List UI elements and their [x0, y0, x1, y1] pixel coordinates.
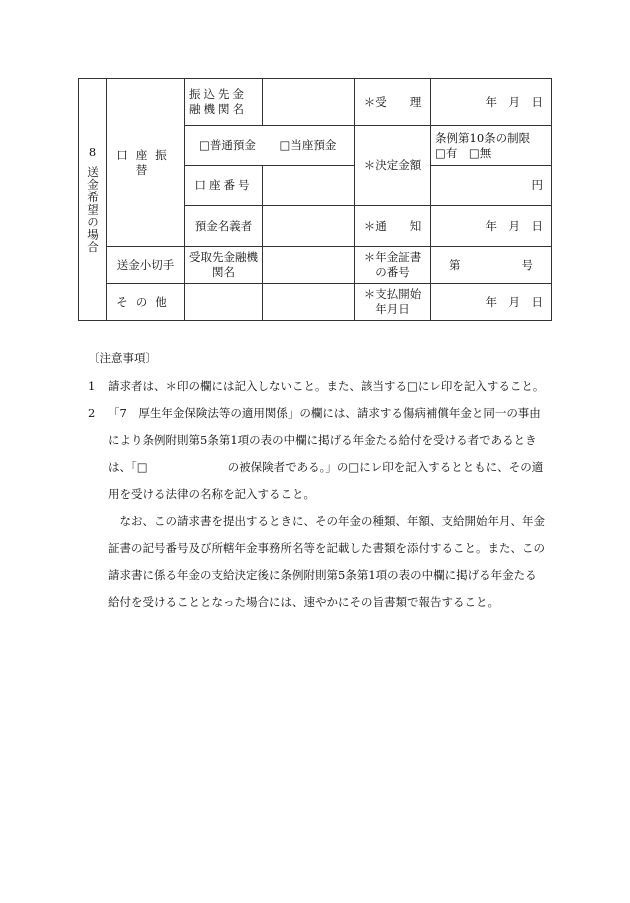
payment-start-label-line2: 年月日: [375, 302, 410, 316]
restriction-label: 条例第10条の制限: [435, 130, 531, 145]
note-paragraph: なお、この請求書を提出するときに、その年金の種類、年額、支給開始年月、年金証書の記号番号及び所轄年金事務所名等を記載した書類を添付すること。また、この請求書に係る年金の支給決定後に条例附則第5条第1項の表の中欄に掲げる年金たる給付を受けることとなった場合には、速やかにその旨書類で報告すること。: [108, 514, 545, 609]
section-number: 8: [88, 145, 97, 160]
remittance-table: [78, 78, 552, 321]
note-item-1: [88, 373, 548, 400]
section-8-cell: [79, 79, 107, 321]
section-label: 送金希望の場合: [86, 166, 100, 254]
account-transfer-label: 口座振替: [107, 79, 185, 247]
notes-heading: 〔注意事項〕: [88, 351, 157, 365]
money-order-label: 送金小切手: [107, 247, 185, 284]
account-number-label: 口座番号: [185, 166, 263, 206]
bank-name-label: 振込先金融機関名: [185, 79, 263, 126]
note-item-1-text: 請求者は、＊印の欄には記入しないこと。また、該当する□にレ印を記入すること。: [108, 379, 545, 393]
current-deposit-option[interactable]: □当座預金: [279, 138, 337, 152]
other-field-2[interactable]: [263, 284, 355, 321]
payment-start-label: [355, 284, 431, 321]
note-item-2-text-a: 「7 厚生年金保険法等の適用関係」の欄には、請求する傷病補償年金と同一の事由により条例附則第5条第1項の表の中欄に掲げる年金たる給付を受ける者であるときは、「□: [108, 406, 541, 474]
decision-amount-label: ＊決定金額: [355, 126, 431, 206]
note-item-2: [88, 400, 548, 508]
restriction-options[interactable]: □有 □無: [435, 145, 492, 160]
account-holder-label: 預金名義者: [185, 206, 263, 247]
note-item-2-text-b: の被保険者である。」の□にレ印を記入するとともに、その適用を受ける法律の名称を記入すること。: [108, 460, 544, 501]
yen-unit: 円: [431, 166, 552, 206]
account-holder-field[interactable]: [263, 206, 355, 247]
notice-label: ＊通 知: [355, 206, 431, 247]
recv-bank-field[interactable]: [263, 247, 355, 284]
pension-number-prefix: 第: [449, 257, 461, 272]
notice-date: 年 月 日: [431, 206, 552, 247]
notes-section: [88, 345, 548, 616]
other-field-1[interactable]: [185, 284, 263, 321]
recv-bank-label: 受取先金融機関名: [185, 247, 263, 284]
payment-start-label-line1: ＊支払開始: [363, 287, 422, 301]
bank-name-field[interactable]: [263, 79, 355, 126]
pension-number-suffix: 号: [521, 257, 533, 272]
note-item-2-number: 2: [88, 406, 96, 420]
received-date: 年 月 日: [431, 79, 552, 126]
pension-number-cell[interactable]: [431, 247, 552, 284]
payment-start-date: 年 月 日: [431, 284, 552, 321]
pension-cert-label-line2: の番号: [375, 265, 410, 279]
other-label: その他: [107, 284, 185, 321]
pension-cert-label-line1: ＊年金証書: [363, 250, 422, 264]
account-number-field[interactable]: [263, 166, 355, 206]
ordinary-deposit-option[interactable]: □普通預金: [199, 138, 256, 152]
pension-cert-label: [355, 247, 431, 284]
received-label: ＊受 理: [355, 79, 431, 126]
deposit-type-cell[interactable]: [185, 126, 355, 166]
restriction-cell[interactable]: [431, 126, 552, 166]
note-item-1-number: 1: [88, 379, 96, 393]
